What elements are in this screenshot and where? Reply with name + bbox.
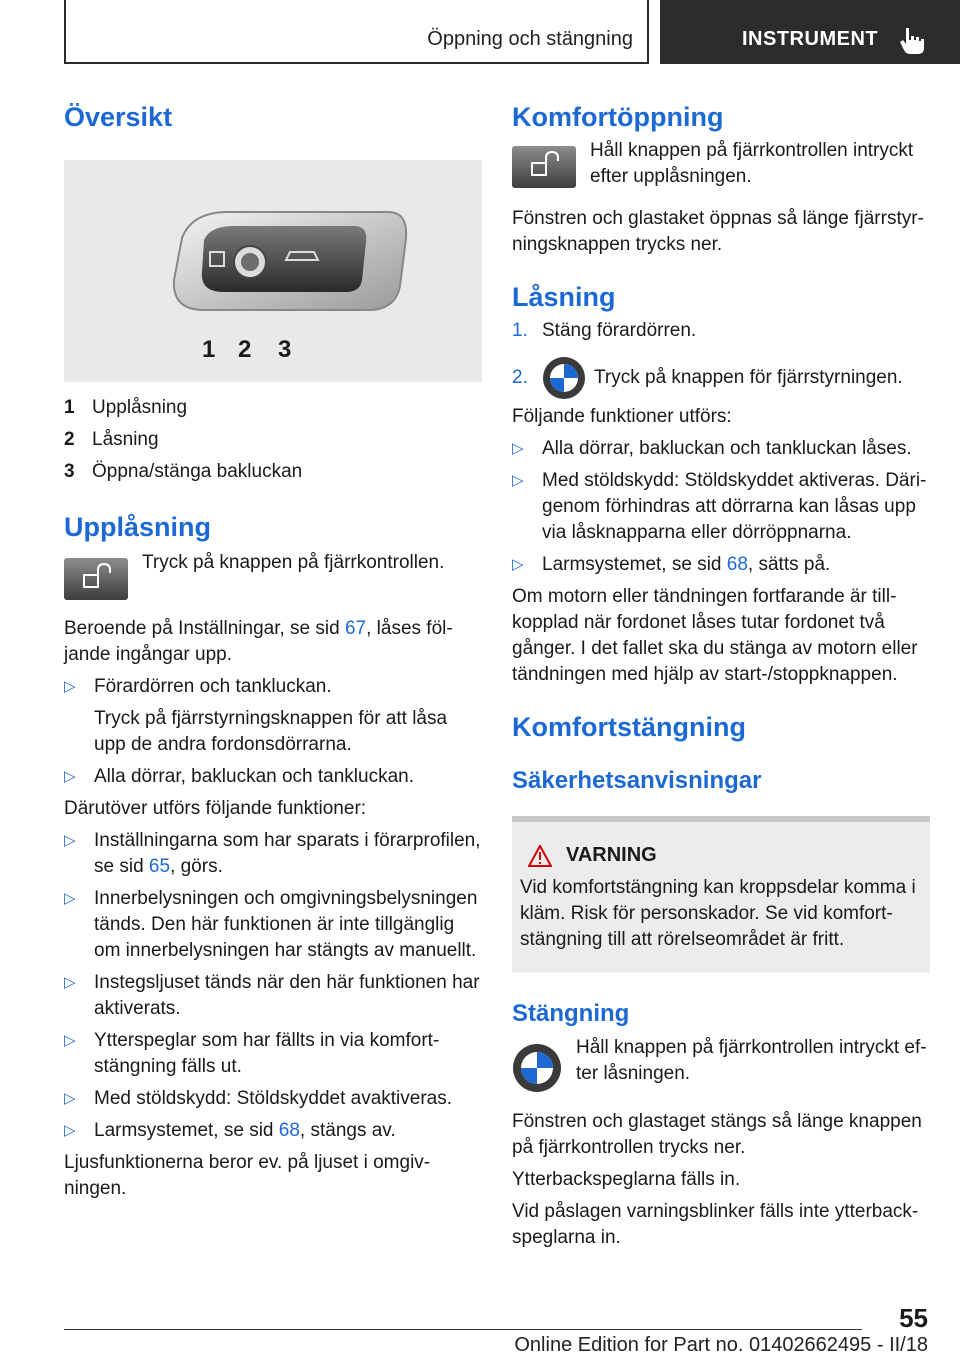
closing-instruction xyxy=(512,1035,930,1093)
list-item xyxy=(64,828,482,880)
comfort-open-paragraph: Fönstren och glastaket öppnas så länge fjärrstyr-ningsknappen trycks ner. xyxy=(512,208,924,255)
legend-text: Öppna/stänga bakluckan xyxy=(92,461,303,482)
list-item-text: Larmsystemet, se sid xyxy=(542,554,727,575)
closing-instruction-text: Håll knappen på fjärrkontrollen intryckt ef-ter låsningen. xyxy=(576,1037,927,1084)
page-link[interactable]: 68 xyxy=(278,1120,300,1141)
header-section-title: Öppning och stängning xyxy=(427,28,633,50)
list-item-text: , stängs av. xyxy=(299,1120,396,1141)
comfort-open-heading: Komfortöppning xyxy=(512,102,724,132)
list-item-text: Med stöldskydd: Stöldskyddet avaktiveras. xyxy=(94,1088,453,1109)
unlock-paragraph-text: Beroende på Inställningar, se sid xyxy=(64,618,345,639)
lock-heading: Låsning xyxy=(512,282,616,312)
safety-heading: Säkerhetsanvisningar xyxy=(512,767,762,794)
warning-label: VARNING xyxy=(566,844,657,866)
list-item-text: Alla dörrar, bakluckan och tankluckan låses. xyxy=(542,438,912,459)
list-item-text: Alla dörrar, bakluckan och tankluckan. xyxy=(94,766,415,787)
page-link[interactable]: 67 xyxy=(344,618,367,639)
step-item xyxy=(512,356,930,400)
list-item xyxy=(64,1086,482,1112)
legend-text: Låsning xyxy=(92,429,159,450)
lock-button-icon xyxy=(512,1043,562,1093)
list-item-text: Larmsystemet, se sid xyxy=(94,1120,279,1141)
figure-label-2: 2 xyxy=(238,336,252,363)
light-functions-note: Ljusfunktionerna beror ev. på ljuset i omgiv-ningen. xyxy=(64,1152,431,1199)
list-item xyxy=(64,886,482,964)
legend-number: 1 xyxy=(64,397,75,418)
list-item-text: Ytterspeglar som har fällts in via komfort-stängning fälls ut. xyxy=(94,1030,440,1077)
hand-pointer-icon xyxy=(900,26,926,54)
lock-button-icon xyxy=(542,356,586,400)
page-link[interactable]: 65 xyxy=(148,856,171,877)
page-link[interactable]: 68 xyxy=(726,554,748,575)
list-item xyxy=(512,552,930,578)
list-item-text: , sätts på. xyxy=(747,554,831,575)
footer-divider xyxy=(64,1329,862,1330)
comfort-open-instruction xyxy=(512,138,930,190)
list-item-text: Instegsljuset tänds när den här funktionen har aktiverats. xyxy=(94,972,480,1019)
warning-title xyxy=(528,844,922,867)
list-item xyxy=(64,970,482,1022)
page-number: 55 xyxy=(899,1303,928,1333)
closing-paragraph-2: Ytterbackspeglarna fälls in. xyxy=(512,1169,741,1190)
closing-heading: Stängning xyxy=(512,1000,630,1027)
legend-item xyxy=(64,424,482,456)
overview-heading: Översikt xyxy=(64,102,173,132)
right-column xyxy=(512,100,930,1251)
list-item xyxy=(64,1028,482,1080)
left-column xyxy=(64,100,482,1202)
closing-paragraph-1: Fönstren och glastaget stängs så länge knappen på fjärrkontrollen trycks ner. xyxy=(512,1111,922,1158)
list-item xyxy=(512,436,930,462)
unlock-heading: Upplåsning xyxy=(64,512,211,542)
additional-functions-intro: Därutöver utförs följande funktioner: xyxy=(64,798,367,819)
step-text: Stäng förardörren. xyxy=(542,320,697,341)
list-item xyxy=(64,764,482,790)
header-chapter-title: INSTRUMENT xyxy=(742,28,879,50)
key-fob-figure xyxy=(64,160,482,382)
lock-functions-intro: Följande funktioner utförs: xyxy=(512,406,732,427)
lock-functions-list xyxy=(512,436,930,578)
unlock-instruction-text: Tryck på knappen på fjärrkontrollen. xyxy=(142,552,445,573)
additional-functions-list xyxy=(64,828,482,1144)
step-text: Tryck på knappen för fjärrstyrningen. xyxy=(594,367,903,388)
comfort-open-instruction-text: Håll knappen på fjärrkontrollen intryckt efter upplåsningen. xyxy=(590,140,914,187)
step-number: 1. xyxy=(512,320,528,341)
legend-item xyxy=(64,392,482,424)
warning-text: Vid komfortstängning kan kroppsdelar komma i kläm. Risk för personskador. Se vid komfort-stängning till att rörelseområdet är fritt. xyxy=(520,877,916,950)
list-item xyxy=(512,468,930,546)
list-item xyxy=(64,1118,482,1144)
unlock-paragraph xyxy=(64,616,482,668)
lock-engine-note: Om motorn eller tändningen fortfarande är till-kopplad när fordonet låses tutar fordonet två gånger. I det fallet ska du stänga av motorn eller tändningen med hjälp av start-/stoppknappen. xyxy=(512,586,918,685)
step-number: 2. xyxy=(512,367,528,388)
closing-paragraph-3: Vid påslagen varningsblinker fälls inte ytterback-speglarna in. xyxy=(512,1201,919,1248)
list-item xyxy=(64,674,482,758)
list-item-text: Förardörren och tankluckan. xyxy=(94,676,332,697)
legend-text: Upplåsning xyxy=(92,397,188,418)
unlock-entries-list xyxy=(64,674,482,790)
list-item-text: Inställningarna som har sparats i förarprofilen, se sid xyxy=(94,830,481,877)
list-item-subtext: Tryck på fjärrstyrningsknappen för att låsa upp de andra fordonsdörrarna. xyxy=(94,708,448,755)
footer-edition: Online Edition for Part no. 01402662495 - II/18 xyxy=(514,1334,928,1356)
figure-label-1: 1 xyxy=(202,336,216,363)
unlock-button-icon xyxy=(512,146,576,188)
unlock-instruction xyxy=(64,550,482,600)
list-item-text: Innerbelysningen och omgivningsbelysningen tänds. Den här funktionen är inte tillgänglig om innerbelysningen har stängts av manuellt. xyxy=(94,888,478,961)
list-item-text: Med stöldskydd: Stöldskyddet aktiveras. Däri-genom förhindras att dörrarna kan låsas upp via låsknapparna eller dörröppnarna. xyxy=(542,470,927,543)
step-item xyxy=(512,318,930,344)
legend-number: 3 xyxy=(64,461,75,482)
legend-item xyxy=(64,456,482,488)
warning-triangle-icon xyxy=(528,845,552,867)
warning-box xyxy=(512,816,930,973)
unlock-paragraph-text: , låses föl-jande ingångar upp. xyxy=(64,618,453,665)
legend-number: 2 xyxy=(64,429,75,450)
comfort-close-heading: Komfortstängning xyxy=(512,712,746,742)
lock-steps xyxy=(512,318,930,400)
header-section-box xyxy=(64,0,649,64)
figure-label-3: 3 xyxy=(278,336,292,363)
list-item-text: , görs. xyxy=(170,856,223,877)
figure-legend xyxy=(64,392,482,488)
key-fob-illustration xyxy=(64,160,482,382)
header-chapter-tab[interactable] xyxy=(660,0,960,64)
unlock-button-icon xyxy=(64,558,128,600)
